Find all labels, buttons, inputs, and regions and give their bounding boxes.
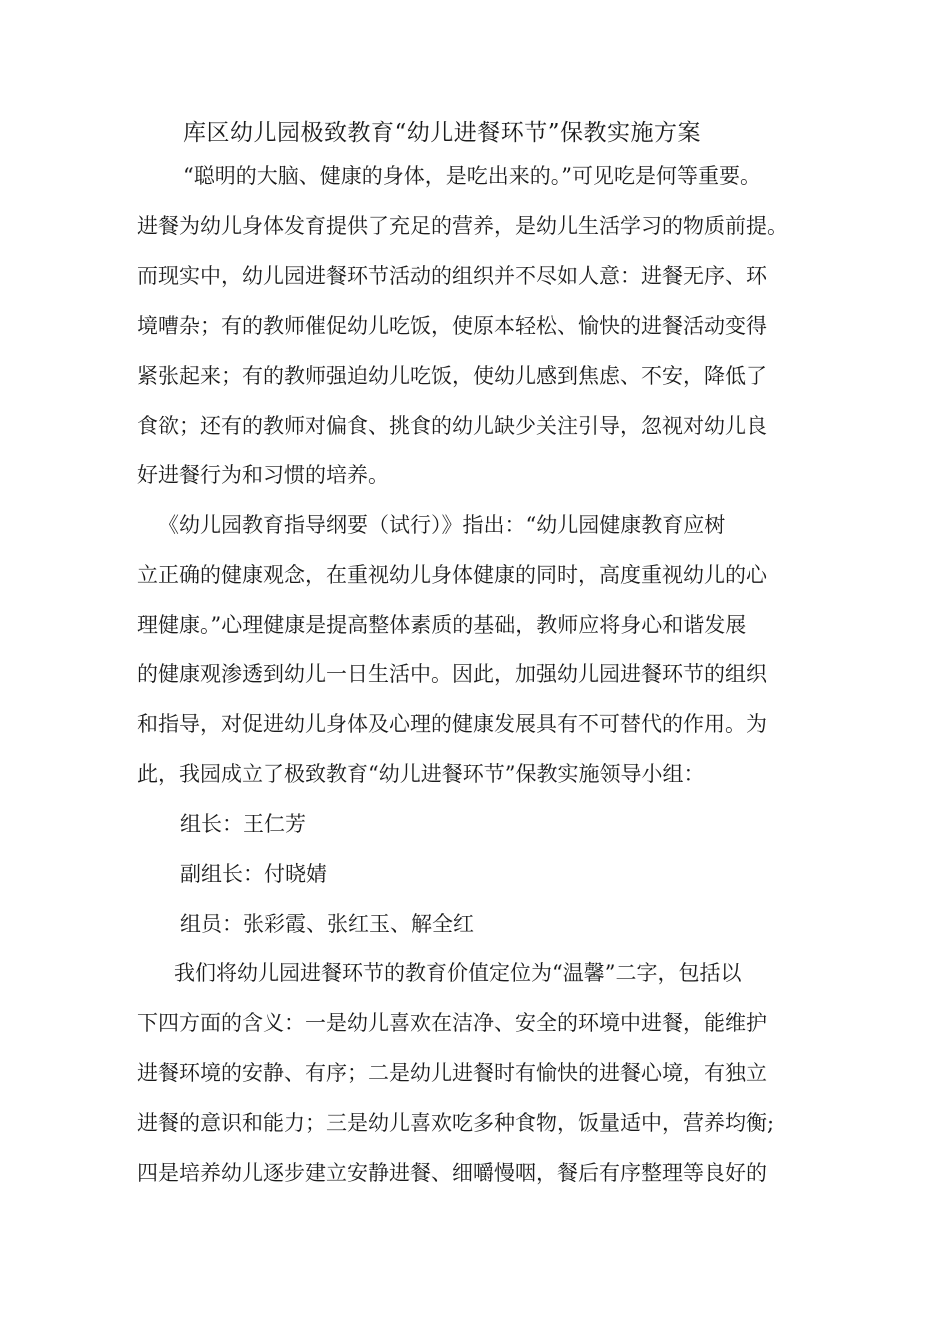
paragraph-2-line-1: 《幼儿园教育指导纲要（试行）》指出：“幼儿园健康教育应树 bbox=[158, 513, 726, 537]
paragraph-3-line-1: 我们将幼儿园进餐环节的教育价值定位为“温馨”二字，包括以 bbox=[174, 961, 742, 985]
group-members: 组员：张彩霞、张红玉、解全红 bbox=[180, 912, 474, 936]
paragraph-2-line-5: 和指导，对促进幼儿身体及心理的健康发展具有不可替代的作用。为 bbox=[137, 712, 767, 736]
paragraph-1-line-3: 而现实中，幼儿园进餐环节活动的组织并不尽如人意：进餐无序、环 bbox=[137, 264, 767, 288]
paragraph-3-line-2: 下四方面的含义：一是幼儿喜欢在洁净、安全的环境中进餐，能维护 bbox=[137, 1011, 767, 1035]
paragraph-2-line-2: 立正确的健康观念，在重视幼儿身体健康的同时，高度重视幼儿的心 bbox=[137, 563, 767, 587]
group-vice-leader: 副组长：付晓婧 bbox=[180, 862, 327, 886]
paragraph-1-line-2: 进餐为幼儿身体发育提供了充足的营养，是幼儿生活学习的物质前提。 bbox=[137, 214, 788, 238]
paragraph-1-line-1: “聪明的大脑、健康的身体，是吃出来的。”可见吃是何等重要。 bbox=[183, 164, 761, 188]
paragraph-2-line-3: 理健康。”心理健康是提高整体素质的基础，教师应将身心和谐发展 bbox=[137, 613, 747, 637]
paragraph-3-line-3: 进餐环境的安静、有序；二是幼儿进餐时有愉快的进餐心境，有独立 bbox=[137, 1061, 767, 1085]
paragraph-1-line-5: 紧张起来；有的教师强迫幼儿吃饭，使幼儿感到焦虑、不安，降低了 bbox=[137, 364, 767, 388]
group-leader: 组长：王仁芳 bbox=[180, 812, 306, 836]
paragraph-1-line-4: 境嘈杂；有的教师催促幼儿吃饭，使原本轻松、愉快的进餐活动变得 bbox=[137, 314, 767, 338]
paragraph-2-line-6: 此，我园成立了极致教育“幼儿进餐环节”保教实施领导小组： bbox=[137, 762, 705, 786]
paragraph-3-line-4: 进餐的意识和能力；三是幼儿喜欢吃多种食物，饭量适中，营养均衡; bbox=[137, 1111, 775, 1135]
paragraph-3-line-5: 四是培养幼儿逐步建立安静进餐、细嚼慢咽，餐后有序整理等良好的 bbox=[137, 1161, 767, 1185]
paragraph-1-line-6: 食欲；还有的教师对偏食、挑食的幼儿缺少关注引导，忽视对幼儿良 bbox=[137, 414, 767, 438]
document-title: 库区幼儿园极致教育“幼儿进餐环节”保教实施方案 bbox=[183, 120, 702, 146]
paragraph-1-line-7: 好进餐行为和习惯的培养。 bbox=[137, 463, 389, 487]
paragraph-2-line-4: 的健康观渗透到幼儿一日生活中。因此，加强幼儿园进餐环节的组织 bbox=[137, 662, 767, 686]
